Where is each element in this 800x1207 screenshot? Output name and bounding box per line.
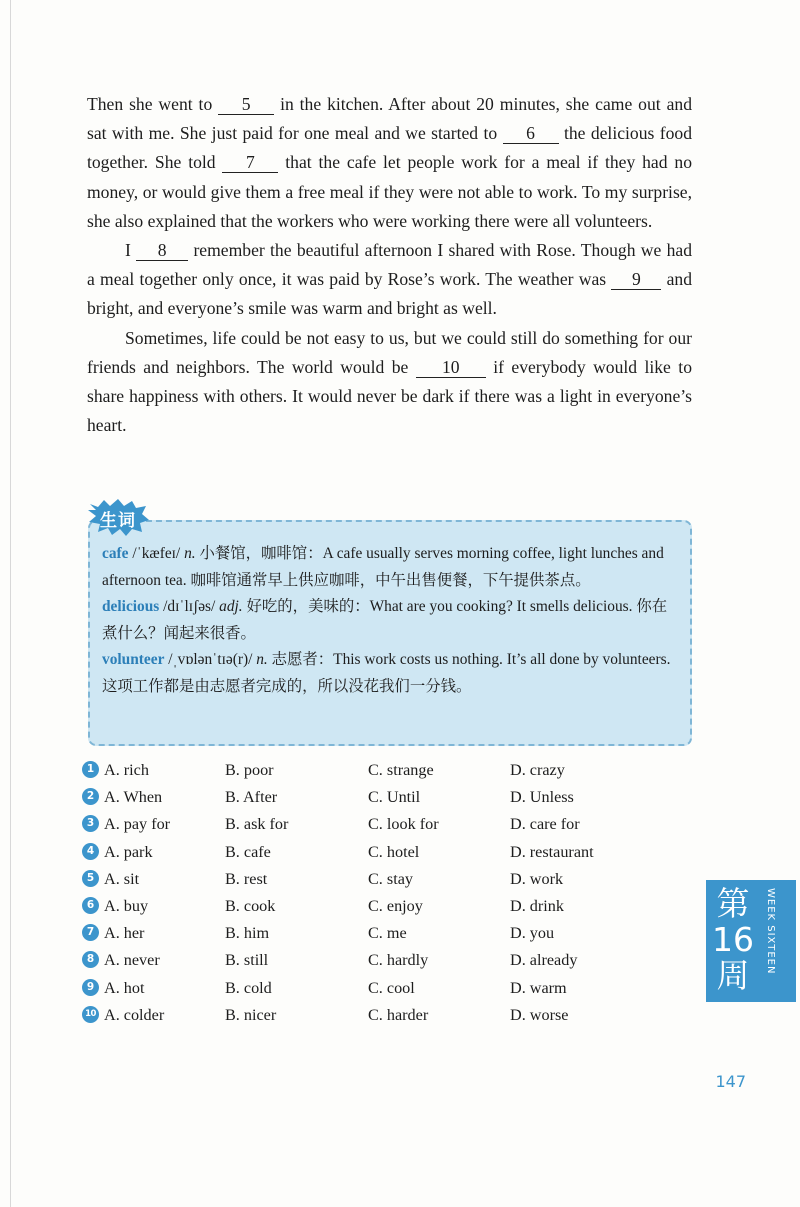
question-number-badge: 7: [82, 924, 99, 941]
reading-passage: [87, 90, 692, 440]
blank-5: 5: [218, 94, 274, 115]
option-c: C. enjoy: [368, 896, 423, 915]
phonetic: /dɪˈlɪʃəs/: [159, 598, 220, 615]
question-number-badge: 8: [82, 951, 99, 968]
phonetic: /ˌvɒlənˈtɪə(r)/: [164, 651, 257, 668]
option-b: B. nicer: [225, 1005, 277, 1024]
option-d: D. crazy: [510, 761, 565, 779]
option-b: B. rest: [225, 869, 268, 888]
text-run: Then she went to: [87, 94, 219, 114]
option-c: C. stay: [368, 869, 413, 888]
option-d: D. restaurant: [510, 842, 594, 861]
option-c: C. strange: [368, 761, 434, 779]
text-run: remember the beautiful afternoon I shared with Rose. Though we had a meal together only once, it was paid by Rose’s work. The weather was: [87, 240, 692, 290]
option-b: B. cafe: [225, 842, 271, 861]
paragraph-1: [87, 90, 692, 236]
option-d: D. already: [510, 951, 578, 970]
option-a: A. colder: [104, 1005, 165, 1024]
option-c: C. hotel: [368, 842, 420, 861]
option-a: A. buy: [104, 896, 149, 915]
week-tab-char-di: 第: [716, 884, 750, 923]
part-of-speech: adj.: [219, 598, 243, 615]
vocab-entry-cafe: [102, 541, 677, 594]
option-d: D. worse: [510, 1005, 569, 1024]
definition: 好吃的，美味的：What are you cooking? It smells delicious. 你在煮什么？闻起来很香。: [102, 598, 668, 642]
option-c: C. harder: [368, 1005, 429, 1024]
option-b: B. poor: [225, 761, 274, 779]
question-number-badge: 1: [82, 761, 99, 778]
text-run: and bright, and everyone’s smile was warm and bright as well.: [87, 269, 692, 319]
option-d: D. Unless: [510, 788, 574, 807]
blank-6: 6: [503, 123, 559, 144]
blank-9: 9: [611, 269, 661, 290]
question-number-badge: 6: [82, 897, 99, 914]
week-tab-chinese: [712, 886, 754, 994]
text-run: in the kitchen. After about 20 minutes, she came out and sat with me. She just paid for one meal and we started to: [87, 94, 692, 144]
option-d: D. warm: [510, 978, 567, 997]
option-row-1: [82, 758, 642, 785]
question-number-badge: 5: [82, 870, 99, 887]
vocabulary-badge-label: 生词: [100, 511, 136, 531]
definition: 小餐馆，咖啡馆：A cafe usually serves morning coffee, light lunches and afternoon tea. 咖啡馆通常早上供应咖啡，中午出售便餐，下午提供茶点。: [102, 545, 664, 589]
option-a: A. her: [104, 924, 145, 943]
vocab-entry-delicious: [102, 594, 677, 647]
option-row-4: [82, 840, 642, 867]
option-b: B. ask for: [225, 815, 289, 834]
blank-8: 8: [136, 240, 188, 261]
headword: delicious: [102, 598, 160, 615]
option-a: A. park: [104, 842, 153, 861]
option-c: C. look for: [368, 815, 439, 834]
option-b: B. him: [225, 924, 270, 943]
question-number-badge: 10: [82, 1006, 99, 1023]
option-a: A. hot: [104, 978, 145, 997]
paragraph-2: [87, 236, 692, 324]
option-c: C. hardly: [368, 951, 429, 970]
headword: volunteer: [102, 651, 165, 668]
option-a: A. pay for: [104, 815, 171, 834]
part-of-speech: n.: [256, 651, 268, 668]
option-b: B. cold: [225, 978, 272, 997]
page-edge-line: [10, 0, 11, 1207]
question-number-badge: 4: [82, 843, 99, 860]
option-c: C. Until: [368, 788, 421, 807]
option-row-10: [82, 1003, 642, 1030]
option-row-5: [82, 867, 642, 894]
question-number-badge: 9: [82, 979, 99, 996]
definition: 志愿者：This work costs us nothing. It’s all done by volunteers. 这项工作都是由志愿者完成的，所以没花我们一分钱。: [102, 651, 671, 695]
option-b: B. After: [225, 788, 278, 807]
option-d: D. drink: [510, 896, 564, 915]
vocab-entry-volunteer: [102, 647, 677, 700]
text-run: the delicious food together. She told: [87, 123, 692, 173]
option-a: A. sit: [104, 869, 140, 888]
option-row-3: [82, 812, 642, 839]
blank-7: 7: [222, 152, 278, 173]
vocabulary-badge: [86, 498, 150, 538]
option-c: C. me: [368, 924, 407, 943]
page-number: 147: [715, 1072, 746, 1091]
option-d: D. you: [510, 924, 555, 943]
option-row-2: [82, 785, 642, 812]
paragraph-3: [87, 324, 692, 441]
option-row-8: [82, 948, 642, 975]
question-number-badge: 2: [82, 788, 99, 805]
option-a: A. never: [104, 951, 160, 970]
option-d: D. work: [510, 869, 564, 888]
text-run: that the cafe let people work for a meal if they had no money, or would give them a free meal if they were not able to work. To my surprise, she also explained that the workers who were working there were all volunteers.: [87, 152, 692, 231]
option-a: A. When: [104, 788, 163, 807]
option-d: D. care for: [510, 815, 580, 834]
option-b: B. cook: [225, 896, 276, 915]
text-run: if everybody would like to share happiness with others. It would never be dark if there was a light in everyone’s heart.: [87, 356, 692, 436]
week-tab-number: 16: [712, 920, 754, 959]
option-row-9: [82, 976, 642, 1003]
option-row-7: [82, 921, 642, 948]
part-of-speech: n.: [184, 545, 196, 562]
option-b: B. still: [225, 951, 269, 970]
week-tab-char-zhou: 周: [716, 956, 750, 995]
question-number-badge: 3: [82, 815, 99, 832]
week-tab-english: WEEK SIXTEEN: [765, 888, 776, 975]
text-run: I: [125, 240, 137, 261]
vocabulary-entries: [102, 541, 677, 700]
text-run: Sometimes, life could be not easy to us, but we could still do something for our friends and neighbors. The world would be: [87, 327, 692, 377]
answer-options: [82, 758, 642, 1030]
blank-10: 10: [416, 357, 486, 378]
headword: cafe: [102, 545, 129, 562]
option-a: A. rich: [104, 761, 149, 779]
option-row-6: [82, 894, 642, 921]
phonetic: /ˈkæfeɪ/: [128, 545, 185, 562]
option-c: C. cool: [368, 978, 415, 997]
